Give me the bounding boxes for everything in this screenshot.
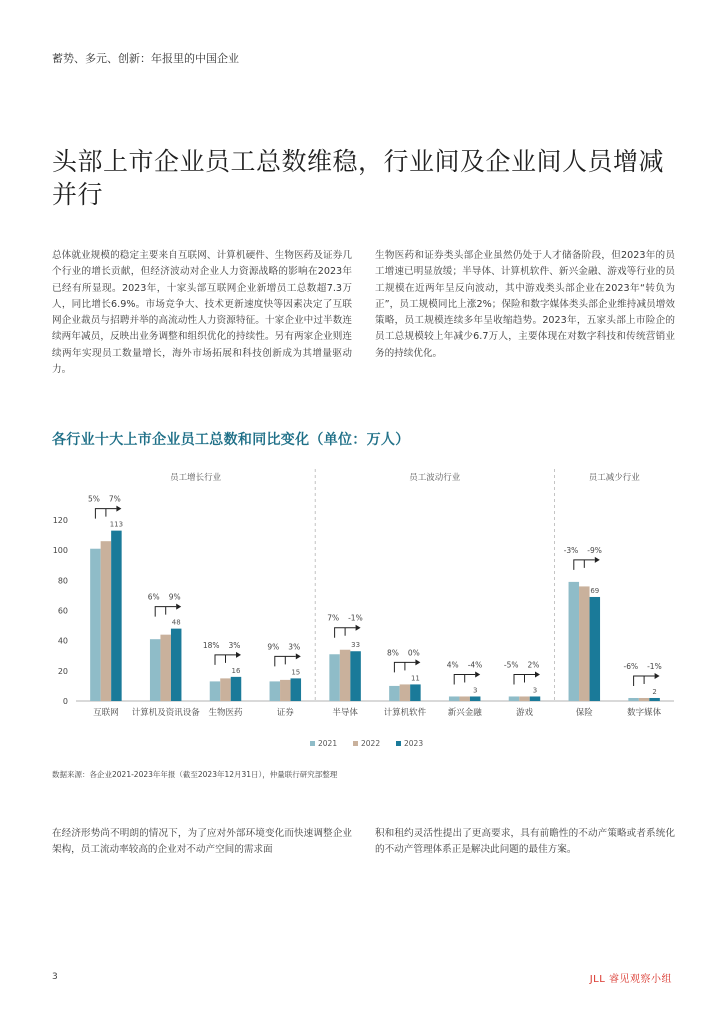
change-arrow-head	[176, 604, 181, 610]
bar-value-label: 16	[231, 666, 241, 675]
bar-value-label: 69	[590, 586, 600, 595]
change-label: -9%	[587, 545, 602, 555]
category-label: 证券	[276, 708, 294, 718]
change-label: 0%	[407, 648, 420, 658]
bar-value-label: 11	[410, 674, 420, 683]
bar-value-label: 48	[171, 618, 181, 627]
change-label: 3%	[288, 642, 301, 652]
y-tick-label: 60	[57, 606, 68, 616]
bar	[160, 635, 171, 701]
bar	[90, 549, 101, 701]
bar	[171, 629, 182, 701]
change-label: 7%	[327, 613, 340, 623]
bar-value-label: 2	[652, 687, 657, 696]
change-arrow-head	[356, 625, 361, 631]
y-tick-label: 0	[62, 697, 68, 706]
change-arrow-head	[415, 659, 420, 665]
change-arrow-head	[475, 671, 480, 677]
legend-label: 2021	[318, 739, 338, 748]
category-label: 新兴金融	[447, 708, 482, 718]
page-number: 3	[52, 972, 58, 982]
brand-footer: JLL 睿见观察小组	[589, 974, 672, 985]
category-label: 计算机软件	[383, 708, 427, 718]
bar	[470, 696, 481, 701]
category-label: 半导体	[332, 708, 358, 718]
legend-label: 2023	[404, 739, 424, 748]
bar-chart	[0, 455, 724, 760]
change-arrow-head	[655, 673, 660, 679]
category-label: 计算机及资讯设备	[131, 708, 200, 718]
bar-value-label: 3	[472, 686, 478, 695]
change-label: -1%	[647, 661, 662, 671]
group-label: 员工减少行业	[588, 473, 640, 483]
change-label: 7%	[108, 494, 121, 504]
bar	[111, 531, 122, 701]
page-title: 头部上市企业员工总数维稳，行业间及企业间人员增减并行	[52, 147, 665, 209]
data-source-note: 数据来源：各企业2021-2023年年报（截至2023年12月31日），仲量联行研究部整理	[52, 770, 338, 779]
bar	[389, 686, 400, 701]
body-paragraph-left: 总体就业规模的稳定主要来自互联网、计算机硬件、生物医药及证券几个行业的增长贡献，但经济波动对企业人力资源战略的影响在2023年已经有所显现。2023年，十家头部互联网企业新增员工总数超7.3万人，同比增长6.9%。市场竞争大、技术更新速度快等因素决定了互联网企业裁员与招聘并举的高流动性人力资源特征。十家企业中过半数连续两年减员，反映出业务调整和组织优化的持续性。另有两家企业则连续两年实现员工数量增长，海外市场拓展和科技创新成为其增量驱动力。	[52, 250, 352, 376]
bar	[329, 654, 340, 701]
y-tick-label: 20	[57, 666, 68, 676]
change-arrow-head	[535, 671, 540, 677]
group-label: 员工增长行业	[170, 473, 222, 483]
legend-swatch	[310, 741, 315, 746]
change-label: 6%	[147, 592, 160, 602]
change-label: 2%	[527, 660, 540, 670]
bar-value-label: 113	[109, 520, 124, 529]
change-label: 18%	[202, 640, 220, 650]
legend-label: 2022	[361, 739, 381, 748]
running-header: 蓄势、多元、创新：年报里的中国企业	[52, 52, 239, 65]
change-label: 4%	[446, 660, 459, 670]
bar	[350, 651, 361, 701]
change-label: -5%	[503, 660, 519, 670]
group-label: 员工波动行业	[409, 473, 461, 483]
change-arrow-head	[595, 557, 600, 563]
legend-swatch	[396, 741, 401, 746]
change-label: -3%	[563, 545, 579, 555]
bar	[649, 698, 660, 701]
body-paragraph-right: 生物医药和证券类头部企业虽然仍处于人才储备阶段，但2023年的员工增速已明显放缓；半导体、计算机软件、新兴金融、游戏等行业的员工规模在近两年呈反向波动，其中游戏类头部企业在2023年“转负为正”，员工规模同比上涨2%；保险和数字媒体类头部企业维持减员增效策略，员工规模连续多年呈收缩趋势。2023年，五家头部上市险企的员工总规模较上年减少6.7万人，主要体现在对数字科技和传统营销业务的持续优化。	[375, 250, 675, 359]
bottom-paragraph-left: 在经济形势尚不明朗的情况下，为了应对外部环境变化而快速调整企业架构，员工流动率较高的企业对不动产空间的需求面	[52, 828, 352, 856]
bar	[569, 582, 580, 701]
bar	[291, 678, 302, 701]
bar	[590, 597, 601, 701]
category-label: 生物医药	[208, 708, 243, 718]
bar	[280, 680, 291, 701]
bar-value-label: 15	[291, 668, 301, 677]
bar-value-label: 3	[532, 686, 538, 695]
category-label: 保险	[575, 708, 593, 718]
bar-value-label: 33	[351, 641, 361, 650]
change-label: 8%	[386, 648, 399, 658]
bar	[579, 586, 590, 701]
change-label: 9%	[168, 592, 181, 602]
y-tick-label: 120	[52, 516, 68, 526]
bar	[509, 696, 520, 701]
y-tick-label: 80	[57, 576, 68, 586]
bar	[150, 639, 161, 701]
category-label: 数字媒体	[627, 708, 662, 718]
change-label: -1%	[348, 613, 363, 623]
bar	[410, 684, 421, 701]
bar	[530, 696, 541, 701]
change-label: -4%	[467, 660, 483, 670]
bar	[628, 698, 639, 701]
change-arrow-head	[296, 653, 301, 659]
category-label: 互联网	[93, 708, 119, 718]
bar	[519, 696, 530, 701]
change-label: -6%	[623, 661, 639, 671]
change-arrow-head	[116, 506, 121, 512]
change-label: 9%	[267, 642, 280, 652]
y-tick-label: 40	[57, 636, 68, 646]
bar	[231, 677, 242, 701]
legend-swatch	[353, 741, 358, 746]
change-arrow-head	[236, 652, 241, 658]
bar	[639, 698, 650, 701]
bar	[449, 696, 460, 701]
bottom-paragraph-right: 积和租约灵活性提出了更高要求，具有前瞻性的不动产策略或者系统化的不动产管理体系正是解决此问题的最佳方案。	[375, 828, 675, 856]
bar	[459, 696, 470, 701]
change-label: 3%	[228, 640, 241, 650]
bar	[340, 650, 351, 701]
y-tick-label: 100	[52, 546, 68, 556]
chart-title: 各行业十大上市企业员工总数和同比变化（单位：万人）	[52, 432, 410, 448]
bar	[210, 681, 221, 701]
bar	[101, 541, 112, 701]
category-label: 游戏	[515, 708, 534, 718]
change-label: 5%	[87, 494, 100, 504]
bar	[400, 684, 411, 701]
bar	[220, 678, 231, 701]
bar	[270, 681, 281, 701]
